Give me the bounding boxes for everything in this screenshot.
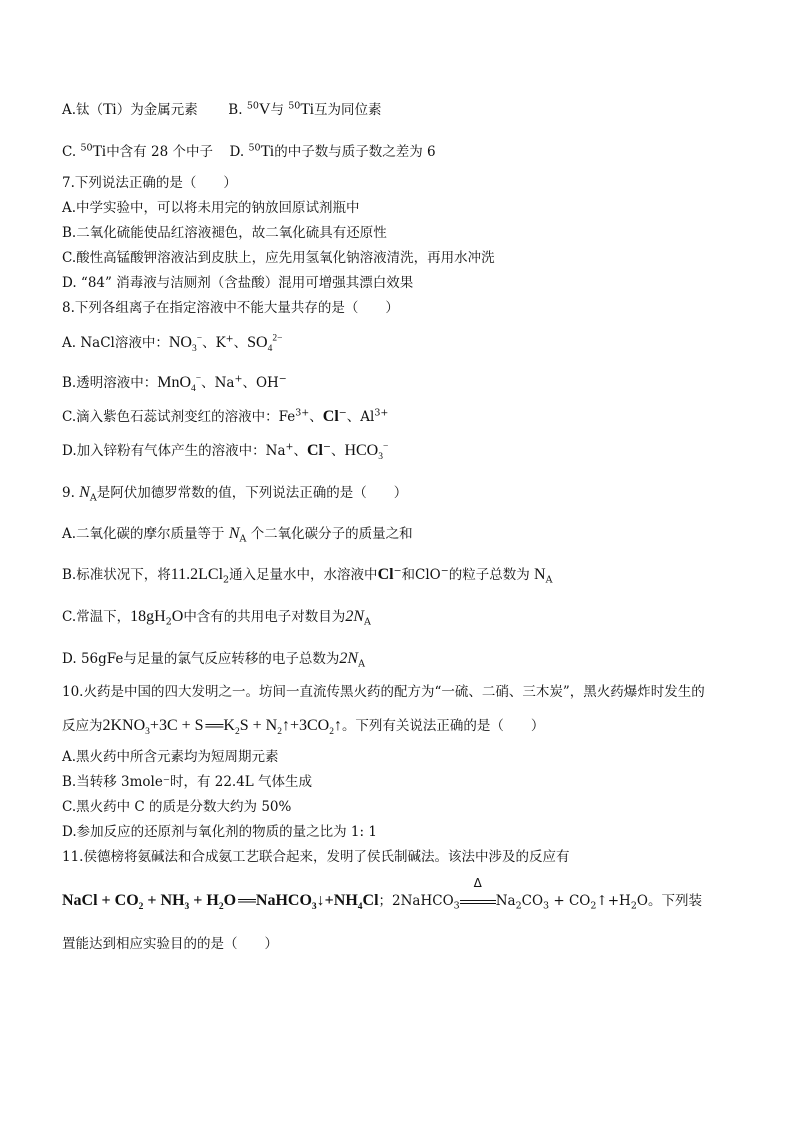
q10-stem-line1: 10.火药是中国的四大发明之一。坊间一直流传黑火药的配方为“一硫、二硝、三木炭”，黑火药爆炸时发生的 [62,684,705,700]
q8-stem: 8.下列各组离子在指定溶液中不能大量共存的是（ ） [62,300,399,316]
q10-option-c: C.黑火药中 C 的质是分数大约为 50% [62,799,292,815]
q8-option-d: D.加入锌粉有气体产生的溶液中：Na+、Cl−、$HCO_3^-$ [62,441,389,463]
q6-option-d: D. $^{50}$Ti的中子数与质子数之差为 6 [229,142,436,160]
q7-option-d: D. “84” 消毒液与洁厕剂（含盐酸）混用可增强其漂白效果 [62,275,414,291]
q7-option-c: C.酸性高锰酸钾溶液沾到皮肤上，应先用氢氧化钠溶液清洗，再用水冲洗 [62,250,495,266]
q10-option-a: A.黑火药中所含元素均为短周期元素 [62,749,279,765]
q8-option-b: B.透明溶液中：MnO$_4$−、Na+、OH− [62,373,287,395]
q10-equation: $2KNO_3+3C + S$ ══ $K_2S$ + $N_2↑+3CO_2↑$ [102,717,342,738]
q7-option-a: A.中学实验中，可以将未用完的钠放回原试剂瓶中 [62,200,360,216]
q7-stem: 7.下列说法正确的是（ ） [62,175,237,191]
q10-option-d: D.参加反应的还原剂与氧化剂的物质的量之比为 1: 1 [62,824,377,840]
q9-option-d: D. 56gFe与足量的氯气反应转移的电子总数为$2N_A$ [62,650,365,670]
q6-option-row-ab [62,101,382,119]
q11-stem-line3: 置能达到相应实验目的的是（ ） [62,936,278,952]
q8-option-c: C.滴入紫色石蕊试剂变红的溶液中：$Fe^{3+}$、Cl−、$Al^{3+}$ [62,407,389,425]
q11-equation-1: NaCl + $CO_2 + NH_3 + H_2O$ ══ $NaHCO_3↓+NH_4Cl$ [62,892,379,913]
q6-option-a: A.钛（Ti）为金属元素 [62,101,198,118]
q10-option-b: B.当转移 3mole⁻时，有 22.4L 气体生成 [62,774,313,790]
q6-option-b: B. $^{50}$V与 $^{50}$Ti互为同位素 [228,100,382,118]
heat-delta-symbol: Δ [473,876,482,890]
q9-option-b: B.标准状况下，将11.2LCl$_2$通入足量水中，水溶液中Cl−和ClO−的粒子总数为 $N_A$ [62,565,553,586]
q11-equations: NaCl + $CO_2 + NH_3 + H_2O$ ══ $NaHCO_3↓+NH_4Cl$；2NaHCO$_3$ Δ $Na_2CO_3$ + $CO_2↑+H_2O$。下列装 [62,876,702,913]
q9-stem: 9. $N_A$是阿伏加德罗常数的值，下列说法正确的是（ ） [62,484,408,504]
q11-equation-2: 2NaHCO$_3$ Δ $Na_2CO_3$ + $CO_2↑+H_2O$ [392,876,648,912]
q10-stem-line2: 反应为$2KNO_3+3C + S$ ══ $K_2S$ + $N_2↑+3CO_2↑$。下列有关说法正确的是（ ） [62,717,545,738]
q6-option-c: C. $^{50}$Ti中含有 28 个中子 [62,142,213,160]
q7-option-b: B.二氧化硫能使品红溶液褪色，故二氧化硫具有还原性 [62,225,387,241]
q9-option-a: A.二氧化碳的摩尔质量等于 $N_A$ 个二氧化碳分子的质量之和 [62,525,413,545]
q11-stem-line1: 11.侯德榜将氨碱法和合成氨工艺联合起来，发明了侯氏制碱法。该法中涉及的反应有 [62,849,570,865]
double-line-arrow [460,900,496,904]
q8-option-a: A. NaCl溶液中：$NO_3^-$、K+、$SO_4^{2-}$ [62,333,283,355]
q6-option-row-cd [62,143,436,161]
q9-option-c: C.常温下，$18gH_2O$中含有的共用电子对数目为$2N_A$ [62,608,371,628]
